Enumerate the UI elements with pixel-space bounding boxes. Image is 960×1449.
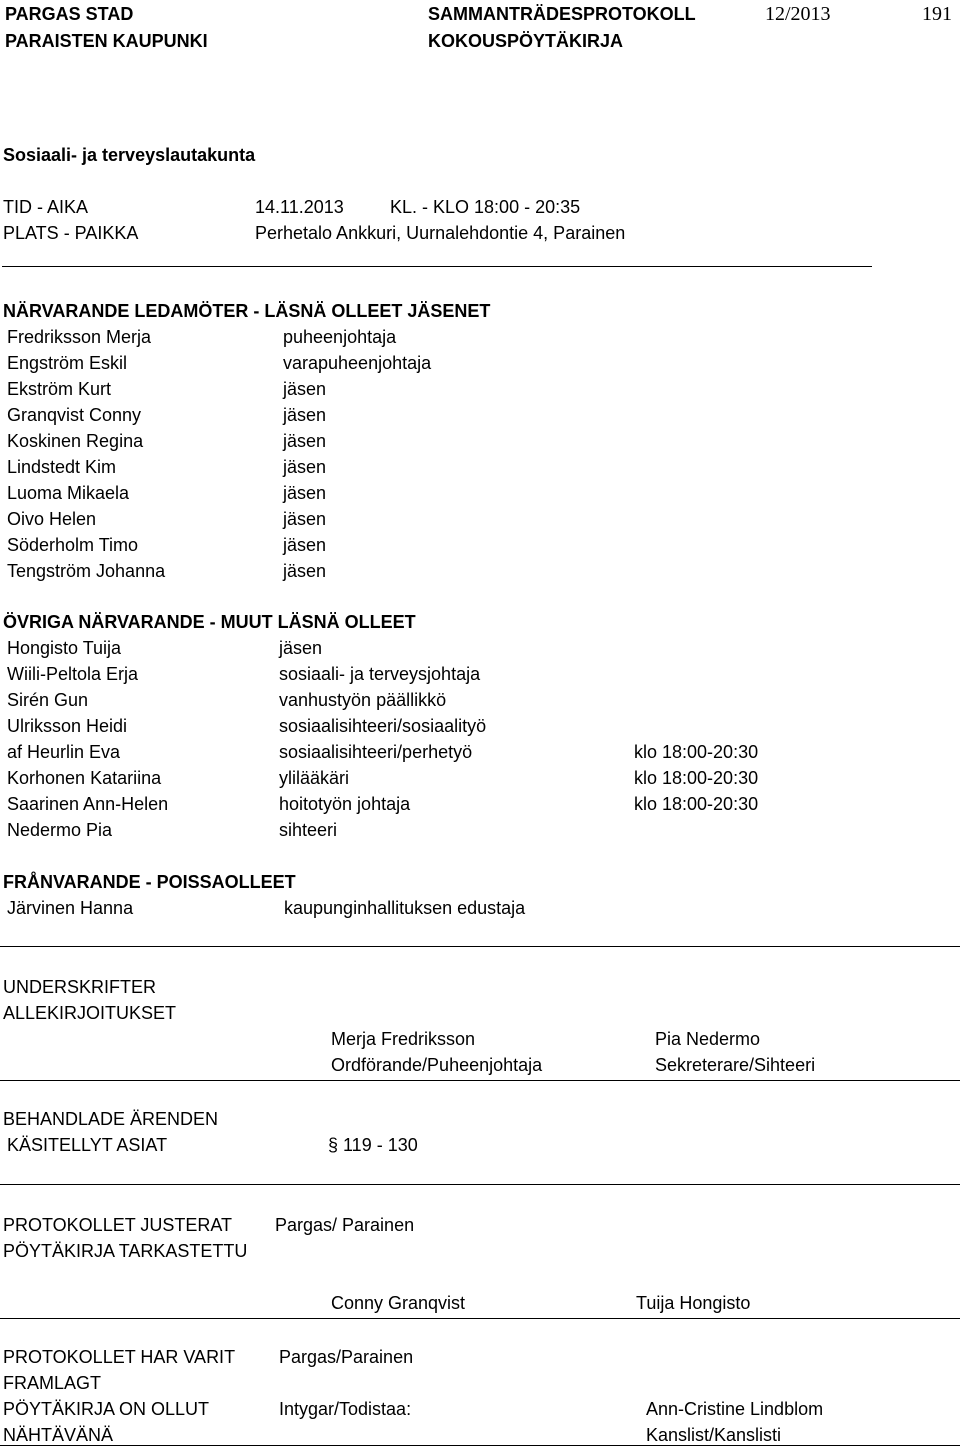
member-role: jäsen (283, 483, 327, 503)
other-name: Wiili-Peltola Erja (7, 664, 139, 684)
other-role: sosiaali- ja terveysjohtaja (279, 664, 481, 684)
divider (0, 1184, 960, 1185)
absent-name: Järvinen Hanna (7, 898, 134, 918)
member-name: Lindstedt Kim (7, 457, 117, 477)
other-role: sosiaalisihteeri/perhetyö (279, 742, 473, 762)
issue-number: 12/2013 (765, 3, 831, 25)
committee-name: Sosiaali- ja terveyslautakunta (3, 145, 256, 165)
other-role: ylilääkäri (279, 768, 350, 788)
public-label-fi-1: PÖYTÄKIRJA ON OLLUT (3, 1399, 210, 1419)
other-name: Saarinen Ann-Helen (7, 794, 169, 814)
certificate-signer-title: Kanslist/Kanslisti (646, 1425, 782, 1445)
member-role: jäsen (283, 535, 327, 555)
member-name: Luoma Mikaela (7, 483, 130, 503)
checker-2: Tuija Hongisto (636, 1293, 751, 1313)
page-number: 191 (922, 3, 952, 25)
others-heading: ÖVRIGA NÄRVARANDE - MUUT LÄSNÄ OLLEET (3, 612, 416, 632)
divider (0, 1080, 960, 1081)
other-role: vanhustyön päällikkö (279, 690, 447, 710)
secretary-name: Pia Nedermo (655, 1029, 761, 1049)
member-name: Söderholm Timo (7, 535, 139, 555)
member-role: jäsen (283, 431, 327, 451)
chair-title: Ordförande/Puheenjohtaja (331, 1055, 543, 1075)
other-time: klo 18:00-20:30 (634, 742, 759, 762)
member-role: jäsen (283, 379, 327, 399)
org-name-sv: PARGAS STAD (5, 4, 134, 24)
other-role: hoitotyön johtaja (279, 794, 411, 814)
checked-label-sv: PROTOKOLLET JUSTERAT (3, 1215, 233, 1235)
divider (0, 946, 960, 947)
meeting-time: KL. - KLO 18:00 - 20:35 (390, 197, 581, 217)
other-role: sosiaalisihteeri/sosiaalityö (279, 716, 487, 736)
other-name: Ulriksson Heidi (7, 716, 128, 736)
checker-1: Conny Granqvist (331, 1293, 466, 1313)
public-label-fi-2: NÄHTÄVÄNÄ (3, 1425, 114, 1445)
other-name: Nedermo Pia (7, 820, 113, 840)
absent-heading: FRÅNVARANDE - POISSAOLLEET (3, 872, 296, 892)
signatures-label-sv: UNDERSKRIFTER (3, 977, 157, 997)
meeting-date: 14.11.2013 (255, 197, 344, 217)
doc-type-fi: KOKOUSPÖYTÄKIRJA (428, 31, 624, 51)
member-role: jäsen (283, 509, 327, 529)
member-name: Granqvist Conny (7, 405, 142, 425)
member-name: Tengström Johanna (7, 561, 166, 581)
matters-range: § 119 - 130 (328, 1135, 418, 1155)
public-label-sv-1: PROTOKOLLET HAR VARIT (3, 1347, 236, 1367)
other-time: klo 18:00-20:30 (634, 768, 759, 788)
place-label: PLATS - PAIKKA (3, 223, 139, 243)
member-name: Fredriksson Merja (7, 327, 152, 347)
public-place: Pargas/Parainen (279, 1347, 414, 1367)
member-name: Engström Eskil (7, 353, 128, 373)
checked-place: Pargas/ Parainen (275, 1215, 415, 1235)
other-name: Hongisto Tuija (7, 638, 122, 658)
member-name: Koskinen Regina (7, 431, 144, 451)
member-name: Ekström Kurt (7, 379, 112, 399)
time-label: TID - AIKA (3, 197, 89, 217)
other-time: klo 18:00-20:30 (634, 794, 759, 814)
member-role: jäsen (283, 457, 327, 477)
member-role: puheenjohtaja (283, 327, 397, 347)
other-role: jäsen (279, 638, 323, 658)
chair-name: Merja Fredriksson (331, 1029, 476, 1049)
certificate-label: Intygar/Todistaa: (279, 1399, 412, 1419)
doc-type-sv: SAMMANTRÄDESPROTOKOLL (428, 4, 696, 24)
meeting-place: Perhetalo Ankkuri, Uurnalehdontie 4, Parainen (255, 223, 626, 243)
public-label-sv-2: FRAMLAGT (3, 1373, 102, 1393)
signatures-label-fi: ALLEKIRJOITUKSET (3, 1003, 177, 1023)
secretary-title: Sekreterare/Sihteeri (655, 1055, 816, 1075)
member-role: jäsen (283, 561, 327, 581)
certificate-signer-name: Ann-Cristine Lindblom (646, 1399, 824, 1419)
member-role: jäsen (283, 405, 327, 425)
org-name-fi: PARAISTEN KAUPUNKI (5, 31, 208, 51)
other-role: sihteeri (279, 820, 338, 840)
divider (0, 1445, 960, 1446)
checked-label-fi: PÖYTÄKIRJA TARKASTETTU (3, 1241, 248, 1261)
absent-role: kaupunginhallituksen edustaja (284, 898, 526, 918)
other-name: Sirén Gun (7, 690, 89, 710)
member-name: Oivo Helen (7, 509, 97, 529)
other-name: af Heurlin Eva (7, 742, 121, 762)
member-role: varapuheenjohtaja (283, 353, 432, 373)
divider (2, 266, 872, 267)
other-name: Korhonen Katariina (7, 768, 162, 788)
divider (0, 1318, 960, 1319)
matters-label-sv: BEHANDLADE ÄRENDEN (3, 1109, 219, 1129)
present-heading: NÄRVARANDE LEDAMÖTER - LÄSNÄ OLLEET JÄSENET (3, 301, 491, 321)
matters-label-fi: KÄSITELLYT ASIAT (7, 1135, 168, 1155)
